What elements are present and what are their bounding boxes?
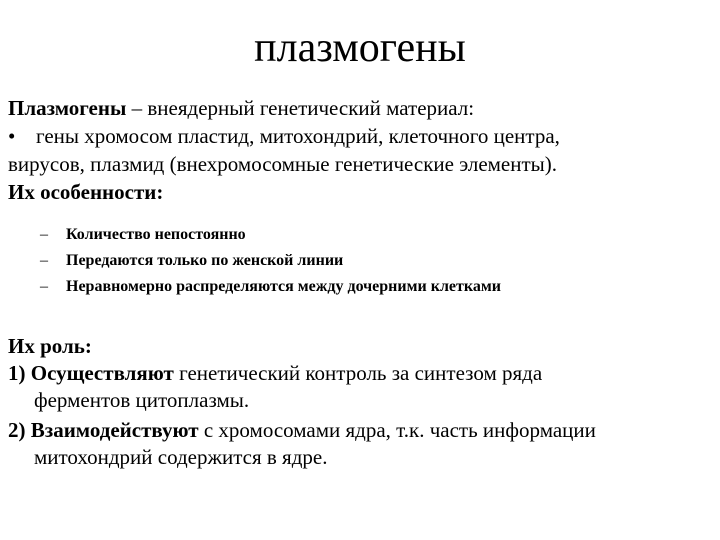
bullet-symbol: • — [8, 124, 16, 148]
role-number: 2) — [8, 418, 26, 442]
role-keyword: Осуществляют — [30, 361, 174, 385]
bullet-text-2: вирусов, плазмид (внехромосомные генетические элементы). — [8, 152, 558, 176]
role-text-1: генетический контроль за синтезом ряда — [173, 361, 543, 385]
role-text-2: митохондрий содержится в ядре. — [34, 445, 328, 469]
list-item — [40, 222, 501, 248]
definition-line — [8, 94, 708, 122]
role-number: 1) — [8, 361, 26, 385]
definition-text: – внеядерный генетический материал: — [126, 96, 475, 120]
feature-text: Передаются только по женской линии — [66, 252, 344, 269]
list-item — [40, 248, 501, 274]
dash-marker: – — [40, 252, 48, 269]
role-block — [8, 333, 708, 471]
feature-text: Количество непостоянно — [66, 226, 246, 243]
bullet-line — [8, 122, 708, 150]
dash-marker: – — [40, 226, 48, 243]
slide-title: плазмогены — [254, 25, 466, 71]
role-keyword: Взаимодействуют — [30, 418, 199, 442]
role-item — [8, 417, 708, 444]
features-list — [40, 222, 501, 300]
role-item — [8, 360, 708, 387]
feature-text: Неравномерно распределяются между дочерними клетками — [66, 278, 501, 295]
bullet-text-1: гены хромосом пластид, митохондрий, клеточного центра, — [36, 124, 560, 148]
definition-term: Плазмогены — [8, 96, 127, 120]
list-item — [40, 274, 501, 300]
dash-marker: – — [40, 278, 48, 295]
intro-block — [8, 94, 708, 206]
features-heading: Их особенности: — [8, 180, 164, 204]
role-heading: Их роль: — [8, 334, 92, 358]
role-text-2: ферментов цитоплазмы. — [34, 388, 250, 412]
role-text-1: с хромосомами ядра, т.к. часть информации — [198, 418, 596, 442]
